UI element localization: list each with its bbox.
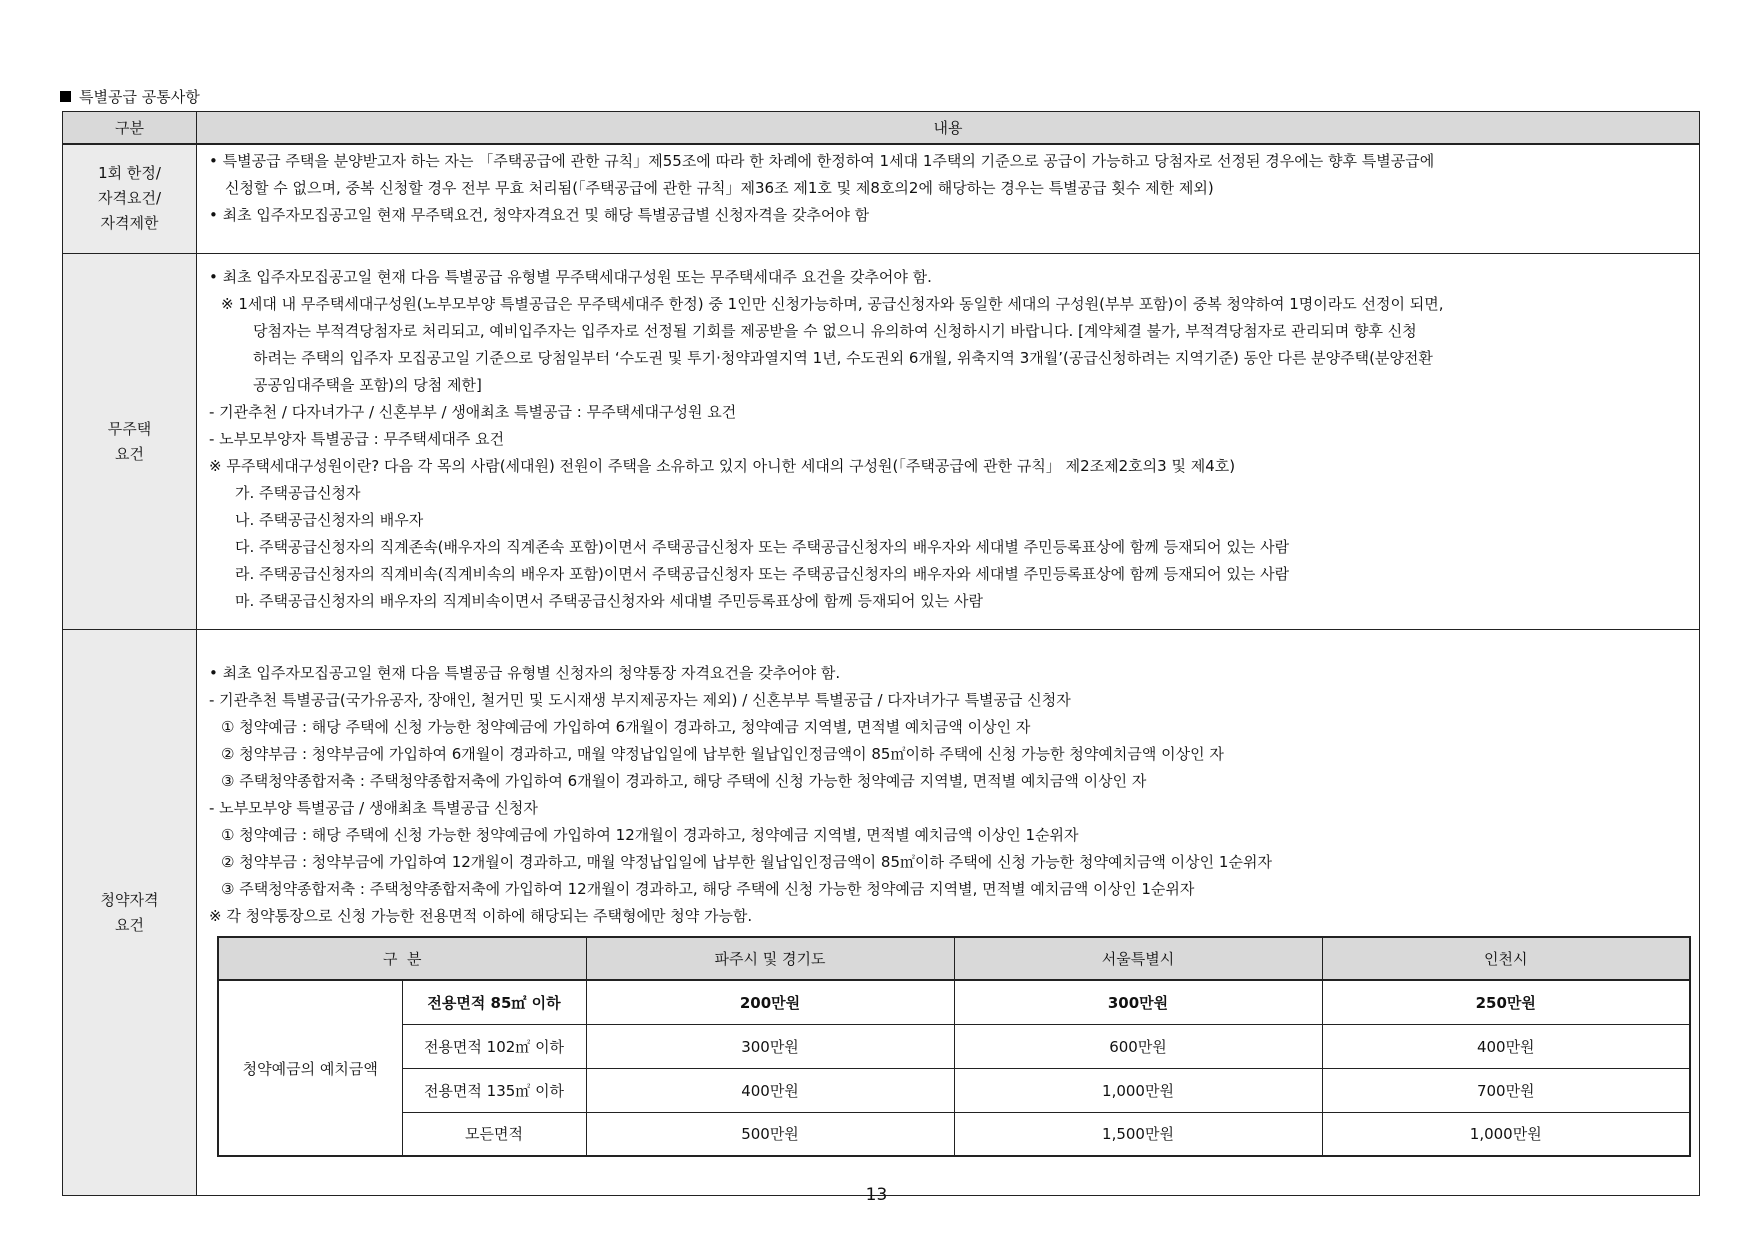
content-line: - 노부모부양 특별공급 / 생애최초 특별공급 신청자 xyxy=(209,799,538,817)
deposit-header-row xyxy=(218,937,1690,980)
content-line: 라. 주택공급신청자의 직계비속(직계비속의 배우자 포함)이면서 주택공급신청자 또는 주택공급신청자의 배우자와 세대별 주민등록표상에 함께 등재되어 있는 사람 xyxy=(235,565,1290,583)
deposit-header-seoul: 서울특별시 xyxy=(954,937,1322,980)
deposit-paju: 300만원 xyxy=(586,1024,954,1068)
row-category: 청약자격 요건 xyxy=(63,630,197,1196)
content-line: ① 청약예금 : 해당 주택에 신청 가능한 청약예금에 가입하여 6개월이 경과하고, 청약예금 지역별, 면적별 예치금액 이상인 자 xyxy=(221,718,1031,736)
content-line: - 노부모부양자 특별공급 : 무주택세대주 요건 xyxy=(209,430,505,448)
deposit-area: 전용면적 102㎡ 이하 xyxy=(402,1024,586,1068)
table-row xyxy=(63,630,1700,1196)
content-line: 나. 주택공급신청자의 배우자 xyxy=(235,511,424,529)
table-row xyxy=(63,144,1700,254)
header-category: 구분 xyxy=(63,112,197,144)
deposit-group-label: 청약예금의 예치금액 xyxy=(218,980,402,1156)
deposit-paju: 200만원 xyxy=(586,980,954,1024)
table-row xyxy=(63,254,1700,630)
special-supply-common-table xyxy=(62,111,1700,1196)
content-line: - 기관추천 / 다자녀가구 / 신혼부부 / 생애최초 특별공급 : 무주택세대구성원 요건 xyxy=(209,403,737,421)
content-line: • 특별공급 주택을 분양받고자 하는 자는 「주택공급에 관한 규칙」제55조에 따라 한 차례에 한정하여 1세대 1주택의 기준으로 공급이 가능하고 당첨자로 선정된 경우에는 향후 특별공급에 xyxy=(209,151,1435,170)
deposit-area: 전용면적 135㎡ 이하 xyxy=(402,1068,586,1112)
deposit-area: 전용면적 85㎡ 이하 xyxy=(402,980,586,1024)
content-line: 가. 주택공급신청자 xyxy=(235,484,361,502)
page-number: 13 xyxy=(865,1185,888,1205)
row-category: 무주택 요건 xyxy=(63,254,197,630)
content-line: 당첨자는 부적격당첨자로 처리되고, 예비입주자는 입주자로 선정될 기회를 제공받을 수 없으니 유의하여 신청하시기 바랍니다. [계약체결 불가, 부적격당첨자로 관리되며 향후 신청 xyxy=(253,322,1417,340)
row-content xyxy=(197,144,1700,254)
deposit-header-paju: 파주시 및 경기도 xyxy=(586,937,954,980)
content-line: ※ 각 청약통장으로 신청 가능한 전용면적 이하에 해당되는 주택형에만 청약 가능함. xyxy=(209,907,753,925)
deposit-seoul: 1,500만원 xyxy=(954,1112,1322,1156)
deposit-row xyxy=(218,1112,1690,1156)
content-line: ※ 1세대 내 무주택세대구성원(노부모부양 특별공급은 무주택세대주 한정) 중 1인만 신청가능하며, 공급신청자와 동일한 세대의 구성원(부부 포함)이 중복 청약하여 1명이라도 선정이 되면, xyxy=(221,295,1444,313)
square-bullet-icon xyxy=(60,91,71,102)
row-category: 1회 한정/ 자격요건/ 자격제한 xyxy=(63,144,197,254)
table-header-row xyxy=(63,112,1700,144)
content-line: ① 청약예금 : 해당 주택에 신청 가능한 청약예금에 가입하여 12개월이 경과하고, 청약예금 지역별, 면적별 예치금액 이상인 1순위자 xyxy=(221,826,1079,844)
content-line: ② 청약부금 : 청약부금에 가입하여 12개월이 경과하고, 매월 약정납입일에 납부한 월납입인정금액이 85㎡이하 주택에 신청 가능한 청약예치금액 이상인 1순위자 xyxy=(221,853,1272,871)
content-line: • 최초 입주자모집공고일 현재 다음 특별공급 유형별 무주택세대구성원 또는 무주택세대주 요건을 갖추어야 함. xyxy=(209,268,932,286)
deposit-incheon: 400만원 xyxy=(1322,1024,1690,1068)
section-title xyxy=(60,87,200,107)
row-content xyxy=(197,630,1700,1196)
deposit-incheon: 250만원 xyxy=(1322,980,1690,1024)
content-line: 신청할 수 없으며, 중복 신청할 경우 전부 무효 처리됨(「주택공급에 관한 규칙」제36조 제1호 및 제8호의2에 해당하는 경우는 특별공급 횟수 제한 제외) xyxy=(225,178,1214,197)
section-title-text: 특별공급 공통사항 xyxy=(79,88,200,106)
content-line: ③ 주택청약종합저축 : 주택청약종합저축에 가입하여 6개월이 경과하고, 해당 주택에 신청 가능한 청약예금 지역별, 면적별 예치금액 이상인 자 xyxy=(221,772,1147,790)
deposit-seoul: 1,000만원 xyxy=(954,1068,1322,1112)
deposit-area: 모든면적 xyxy=(402,1112,586,1156)
deposit-row xyxy=(218,980,1690,1024)
row-content xyxy=(197,254,1700,630)
content-line: • 최초 입주자모집공고일 현재 다음 특별공급 유형별 신청자의 청약통장 자격요건을 갖추어야 함. xyxy=(209,664,841,682)
header-content: 내용 xyxy=(197,112,1700,144)
deposit-seoul: 300만원 xyxy=(954,980,1322,1024)
deposit-incheon: 1,000만원 xyxy=(1322,1112,1690,1156)
deposit-paju: 400만원 xyxy=(586,1068,954,1112)
content-line: - 기관추천 특별공급(국가유공자, 장애인, 철거민 및 도시재생 부지제공자는 제외) / 신혼부부 특별공급 / 다자녀가구 특별공급 신청자 xyxy=(209,691,1071,709)
deposit-seoul: 600만원 xyxy=(954,1024,1322,1068)
content-line: ※ 무주택세대구성원이란? 다음 각 목의 사람(세대원) 전원이 주택을 소유하고 있지 아니한 세대의 구성원(「주택공급에 관한 규칙」 제2조제2호의3 및 제4호) xyxy=(209,457,1236,475)
content-line: 하려는 주택의 입주자 모집공고일 기준으로 당첨일부터 ‘수도권 및 투기·청약과열지역 1년, 수도권외 6개월, 위축지역 3개월’(공급신청하려는 지역기준) 동안 다른 분양주택(분양전환 xyxy=(253,349,1433,367)
content-line: 공공임대주택을 포함)의 당첨 제한] xyxy=(253,376,482,394)
deposit-header-incheon: 인천시 xyxy=(1322,937,1690,980)
deposit-amount-table xyxy=(217,936,1691,1157)
content-line: ② 청약부금 : 청약부금에 가입하여 6개월이 경과하고, 매월 약정납입일에 납부한 월납입인정금액이 85㎡이하 주택에 신청 가능한 청약예치금액 이상인 자 xyxy=(221,745,1224,763)
deposit-row xyxy=(218,1068,1690,1112)
content-line: 마. 주택공급신청자의 배우자의 직계비속이면서 주택공급신청자와 세대별 주민등록표상에 함께 등재되어 있는 사람 xyxy=(235,592,983,610)
deposit-header-category: 구 분 xyxy=(218,937,586,980)
content-line: ③ 주택청약종합저축 : 주택청약종합저축에 가입하여 12개월이 경과하고, 해당 주택에 신청 가능한 청약예금 지역별, 면적별 예치금액 이상인 1순위자 xyxy=(221,880,1195,898)
deposit-incheon: 700만원 xyxy=(1322,1068,1690,1112)
deposit-paju: 500만원 xyxy=(586,1112,954,1156)
content-line: • 최초 입주자모집공고일 현재 무주택요건, 청약자격요건 및 해당 특별공급별 신청자격을 갖추어야 함 xyxy=(209,205,870,224)
deposit-row xyxy=(218,1024,1690,1068)
content-line: 다. 주택공급신청자의 직계존속(배우자의 직계존속 포함)이면서 주택공급신청자 또는 주택공급신청자의 배우자와 세대별 주민등록표상에 함께 등재되어 있는 사람 xyxy=(235,538,1290,556)
